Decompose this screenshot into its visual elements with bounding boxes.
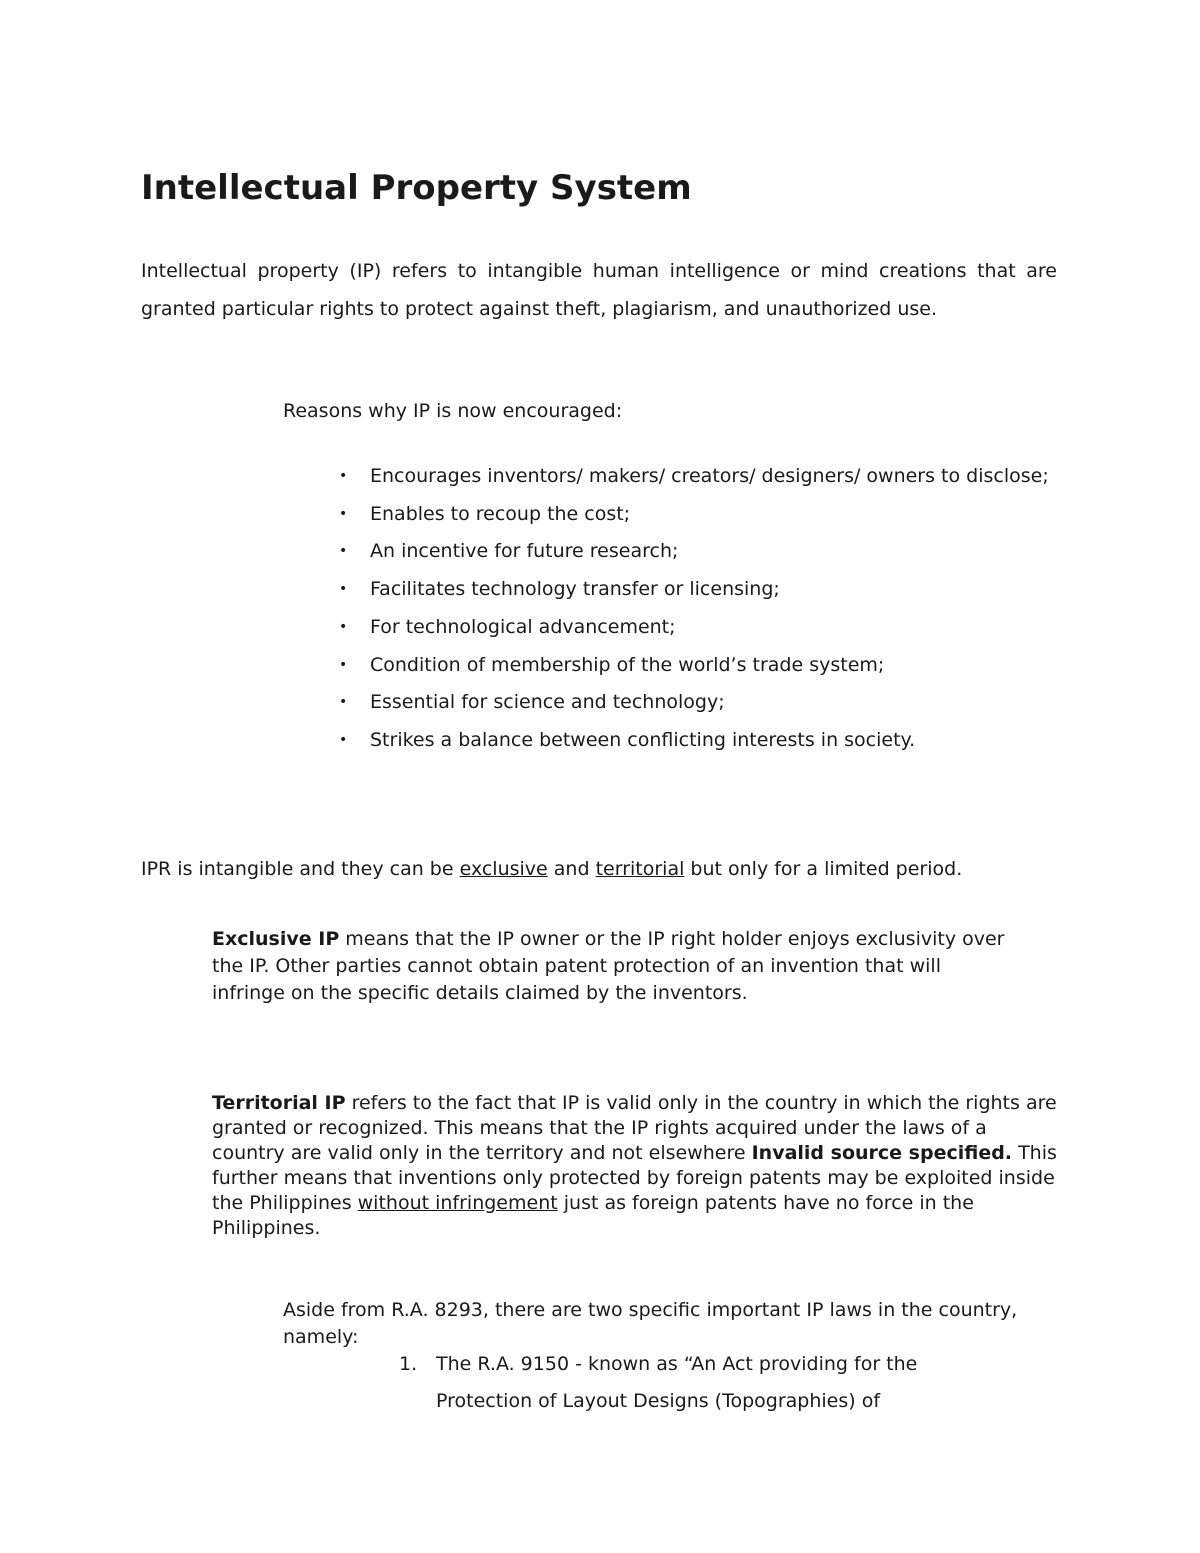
list-item xyxy=(339,571,1057,609)
list-item-text: Condition of membership of the world’s trade system; xyxy=(370,653,885,676)
list-item-text: For technological advancement; xyxy=(370,615,676,638)
exclusive-ip-text: means that the IP owner or the IP right holder enjoys exclusivity over the IP. Other parties cannot obtain patent protection of an invention that will infringe on the specific details claimed by the inventors. xyxy=(212,928,1005,1004)
list-item xyxy=(339,609,1057,647)
bullet-icon: • xyxy=(339,618,348,635)
exclusive-ip-term: Exclusive IP xyxy=(212,928,340,950)
bullet-icon: • xyxy=(339,505,348,522)
list-item xyxy=(339,496,1057,534)
ipr-text-before: IPR is intangible and they can be xyxy=(141,858,460,880)
exclusive-ip-definition xyxy=(212,926,1012,1007)
bullet-icon: • xyxy=(339,731,348,748)
bullet-icon: • xyxy=(339,468,348,484)
territorial-ip-definition xyxy=(212,1091,1057,1241)
territorial-ip-term: Territorial IP xyxy=(212,1092,346,1114)
list-item xyxy=(339,647,1057,685)
list-item xyxy=(339,458,1057,496)
bullet-icon: • xyxy=(339,543,348,560)
page-title: Intellectual Property System xyxy=(141,168,692,208)
list-item-text: An incentive for future research; xyxy=(370,540,679,563)
aside-paragraph: Aside from R.A. 8293, there are two specific important IP laws in the country, namely: xyxy=(283,1299,1018,1348)
list-number: 1. xyxy=(399,1353,418,1375)
bullet-icon: • xyxy=(339,656,348,673)
territorial-ip-text-2: This further means that inventions only protected by foreign patents may be exploited inside the Philippines xyxy=(212,1142,1057,1214)
list-item-text: Strikes a balance between conflicting interests in society. xyxy=(370,728,916,751)
list-item xyxy=(339,533,1057,571)
territorial-term: territorial xyxy=(595,858,685,880)
list-item-text: The R.A. 9150 - known as “An Act providing for the Protection of Layout Designs (Topographies) of xyxy=(436,1353,918,1412)
ip-laws-list xyxy=(399,1346,1019,1420)
territorial-ip-text-3: just as foreign patents have no force in the Philippines. xyxy=(212,1192,974,1239)
exclusive-term: exclusive xyxy=(459,858,548,880)
list-item xyxy=(399,1346,1019,1420)
bullet-icon: • xyxy=(339,694,348,711)
reasons-list xyxy=(339,458,1057,760)
intro-paragraph: Intellectual property (IP) refers to intangible human intelligence or mind creations that are granted particular rights to protect against theft, plagiarism, and unauthorized use. xyxy=(141,260,1057,320)
list-item-text: Essential for science and technology; xyxy=(370,691,725,714)
list-item-text: Enables to recoup the cost; xyxy=(370,502,631,525)
list-item-text: Encourages inventors/ makers/ creators/ designers/ owners to disclose; xyxy=(370,465,1049,487)
list-item xyxy=(339,684,1057,722)
list-item xyxy=(339,722,1057,760)
ipr-text-after: but only for a limited period. xyxy=(684,858,963,880)
bullet-icon: • xyxy=(339,581,348,598)
invalid-source-note: Invalid source specified. xyxy=(751,1142,1013,1164)
territorial-ip-text-1: refers to the fact that IP is valid only in the country in which the rights are granted or recognized. This means that the IP rights acquired under the laws of a country are valid only in the territory and not elsewhere xyxy=(212,1092,1057,1164)
ipr-paragraph xyxy=(141,855,1011,883)
reasons-heading: Reasons why IP is now encouraged: xyxy=(283,400,623,422)
ipr-text-and: and xyxy=(547,858,596,880)
without-infringement-term: without infringement xyxy=(357,1192,558,1214)
list-item-text: Facilitates technology transfer or licensing; xyxy=(370,578,780,601)
